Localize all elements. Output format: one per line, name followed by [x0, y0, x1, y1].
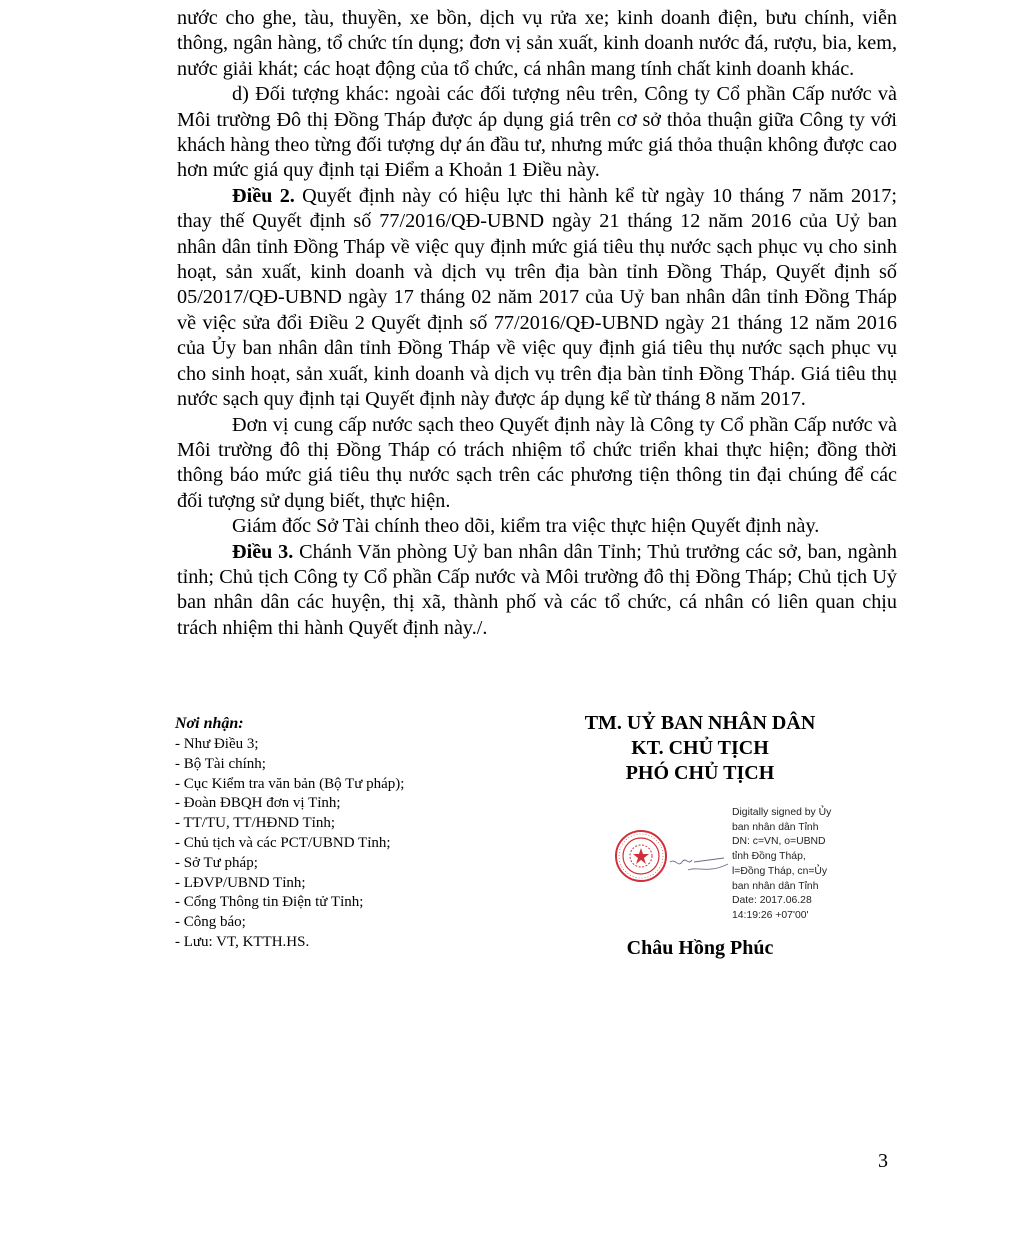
- digital-signature-line: Digitally signed by Ủy: [732, 807, 832, 818]
- recipient-item: - Như Điều 3;: [175, 736, 259, 752]
- signer-name: Châu Hồng Phúc: [626, 937, 774, 959]
- paragraph-item-d: d) Đối tượng khác: ngoài các đối tượng nêu trên, Công ty Cổ phần Cấp nước và Môi trường Đô thị Đồng Tháp được áp dụng giá trên cơ sở thỏa thuận giữa Công ty với khách hàng theo từng đối tượng dự án đầu tư, nhưng mức giá thỏa thuận không được cao hơn mức giá quy định tại Điểm a Khoản 1 Điều này.: [177, 83, 897, 182]
- digital-signature-line: ban nhân dân Tỉnh: [732, 821, 819, 833]
- recipients-block: [175, 713, 515, 953]
- handwritten-signature-icon: [668, 840, 738, 880]
- recipient-item: - Bộ Tài chính;: [175, 755, 266, 772]
- recipient-item: - Đoàn ĐBQH đơn vị Tỉnh;: [175, 795, 341, 812]
- recipient-item: - Sở Tư pháp;: [175, 854, 258, 871]
- signer-title-line-1: TM. UỶ BAN NHÂN DÂN: [584, 712, 816, 734]
- digital-signature-line: l=Đồng Tháp, cn=Ủy: [732, 865, 828, 877]
- recipient-item: - Công báo;: [175, 914, 246, 931]
- recipient-item: - LĐVP/UBND Tỉnh;: [175, 874, 306, 891]
- signer-title-line-2: KT. CHỦ TỊCH: [631, 737, 769, 759]
- paragraph-supplier: Đơn vị cung cấp nước sạch theo Quyết định này là Công ty Cổ phần Cấp nước và Môi trường đô thị Đồng Tháp có trách nhiệm tổ chức triển khai thực hiện; đồng thời thông báo mức giá tiêu thụ nước sạch trên các phương tiện thông tin đại chúng để các đối tượng sử dụng biết, thực hiện.: [177, 413, 897, 512]
- signer-title-line-3: PHÓ CHỦ TỊCH: [625, 762, 775, 784]
- digital-signature-line: 14:19:26 +07'00': [732, 909, 809, 921]
- recipient-item: - Cục Kiểm tra văn bản (Bộ Tư pháp);: [175, 775, 405, 792]
- digital-signature-info: [732, 806, 872, 924]
- digital-signature-line: Date: 2017.06.28: [732, 895, 812, 907]
- recipients-title: Nơi nhận:: [175, 715, 244, 732]
- recipient-item: - TT/TU, TT/HĐND Tỉnh;: [175, 815, 335, 832]
- recipients-list: [175, 735, 515, 953]
- digital-signature-line: ban nhân dân Tỉnh: [732, 880, 819, 892]
- signer-title-block: [560, 711, 840, 786]
- paragraph-finance: Giám đốc Sở Tài chính theo dõi, kiểm tra việc thực hiện Quyết định này.: [232, 515, 820, 538]
- article-3: [177, 540, 897, 642]
- article-2-label: Điều 2.: [232, 184, 295, 207]
- page-number: 3: [878, 1150, 888, 1172]
- recipient-item: - Chủ tịch và các PCT/UBND Tỉnh;: [175, 834, 391, 851]
- article-3-text: Chánh Văn phòng Uỷ ban nhân dân Tỉnh; Thủ trưởng các sở, ban, ngành tỉnh; Chủ tịch Công ty Cổ phần Cấp nước và Môi trường đô thị Đồng Tháp; Chủ tịch Uỷ ban nhân dân các huyện, thị xã, thành phố và các tổ chức, cá nhân có liên quan chịu trách nhiệm thi hành Quyết định này./.: [177, 540, 897, 639]
- article-2-text: Quyết định này có hiệu lực thi hành kể từ ngày 10 tháng 7 năm 2017; thay thế Quyết định số 77/2016/QĐ-UBND ngày 21 tháng 12 năm 2016 của Uỷ ban nhân dân tỉnh Đồng Tháp về việc quy định mức giá tiêu thụ nước sạch phục vụ cho sinh hoạt, sản xuất, kinh doanh và dịch vụ trên địa bàn tỉnh Đồng Tháp, Quyết định số 05/2017/QĐ-UBND ngày 17 tháng 02 năm 2017 của Uỷ ban nhân dân tỉnh Đồng Tháp về việc sửa đổi Điều 2 Quyết định số 77/2016/QĐ-UBND ngày 21 tháng 12 năm 2016 của Ủy ban nhân dân tỉnh Đồng Tháp về việc quy định giá tiêu thụ nước sạch phục vụ cho sinh hoạt, sản xuất, kinh doanh và dịch vụ trên địa bàn tỉnh Đồng Tháp. Giá tiêu thụ nước sạch quy định tại Quyết định này được áp dụng kể từ tháng 8 năm 2017.: [177, 184, 897, 411]
- digital-signature-line: DN: c=VN, o=UBND: [732, 836, 826, 848]
- digital-signature-line: tỉnh Đồng Tháp,: [732, 851, 806, 863]
- paragraph-continuation: nước cho ghe, tàu, thuyền, xe bồn, dịch vụ rửa xe; kinh doanh điện, bưu chính, viễn thông, ngân hàng, tổ chức tín dụng; đơn vị sản xuất, kinh doanh nước đá, rượu, bia, kem, nước giải khát; các hoạt động của tổ chức, cá nhân mang tính chất kinh doanh khác.: [177, 7, 897, 80]
- recipient-item: - Cổng Thông tin Điện tử Tỉnh;: [175, 894, 364, 911]
- article-3-label: Điều 3.: [232, 540, 294, 563]
- document-body: [177, 6, 897, 641]
- recipient-item: - Lưu: VT, KTTH.HS.: [175, 933, 310, 950]
- official-seal-icon: [614, 829, 668, 883]
- article-2: [177, 184, 897, 413]
